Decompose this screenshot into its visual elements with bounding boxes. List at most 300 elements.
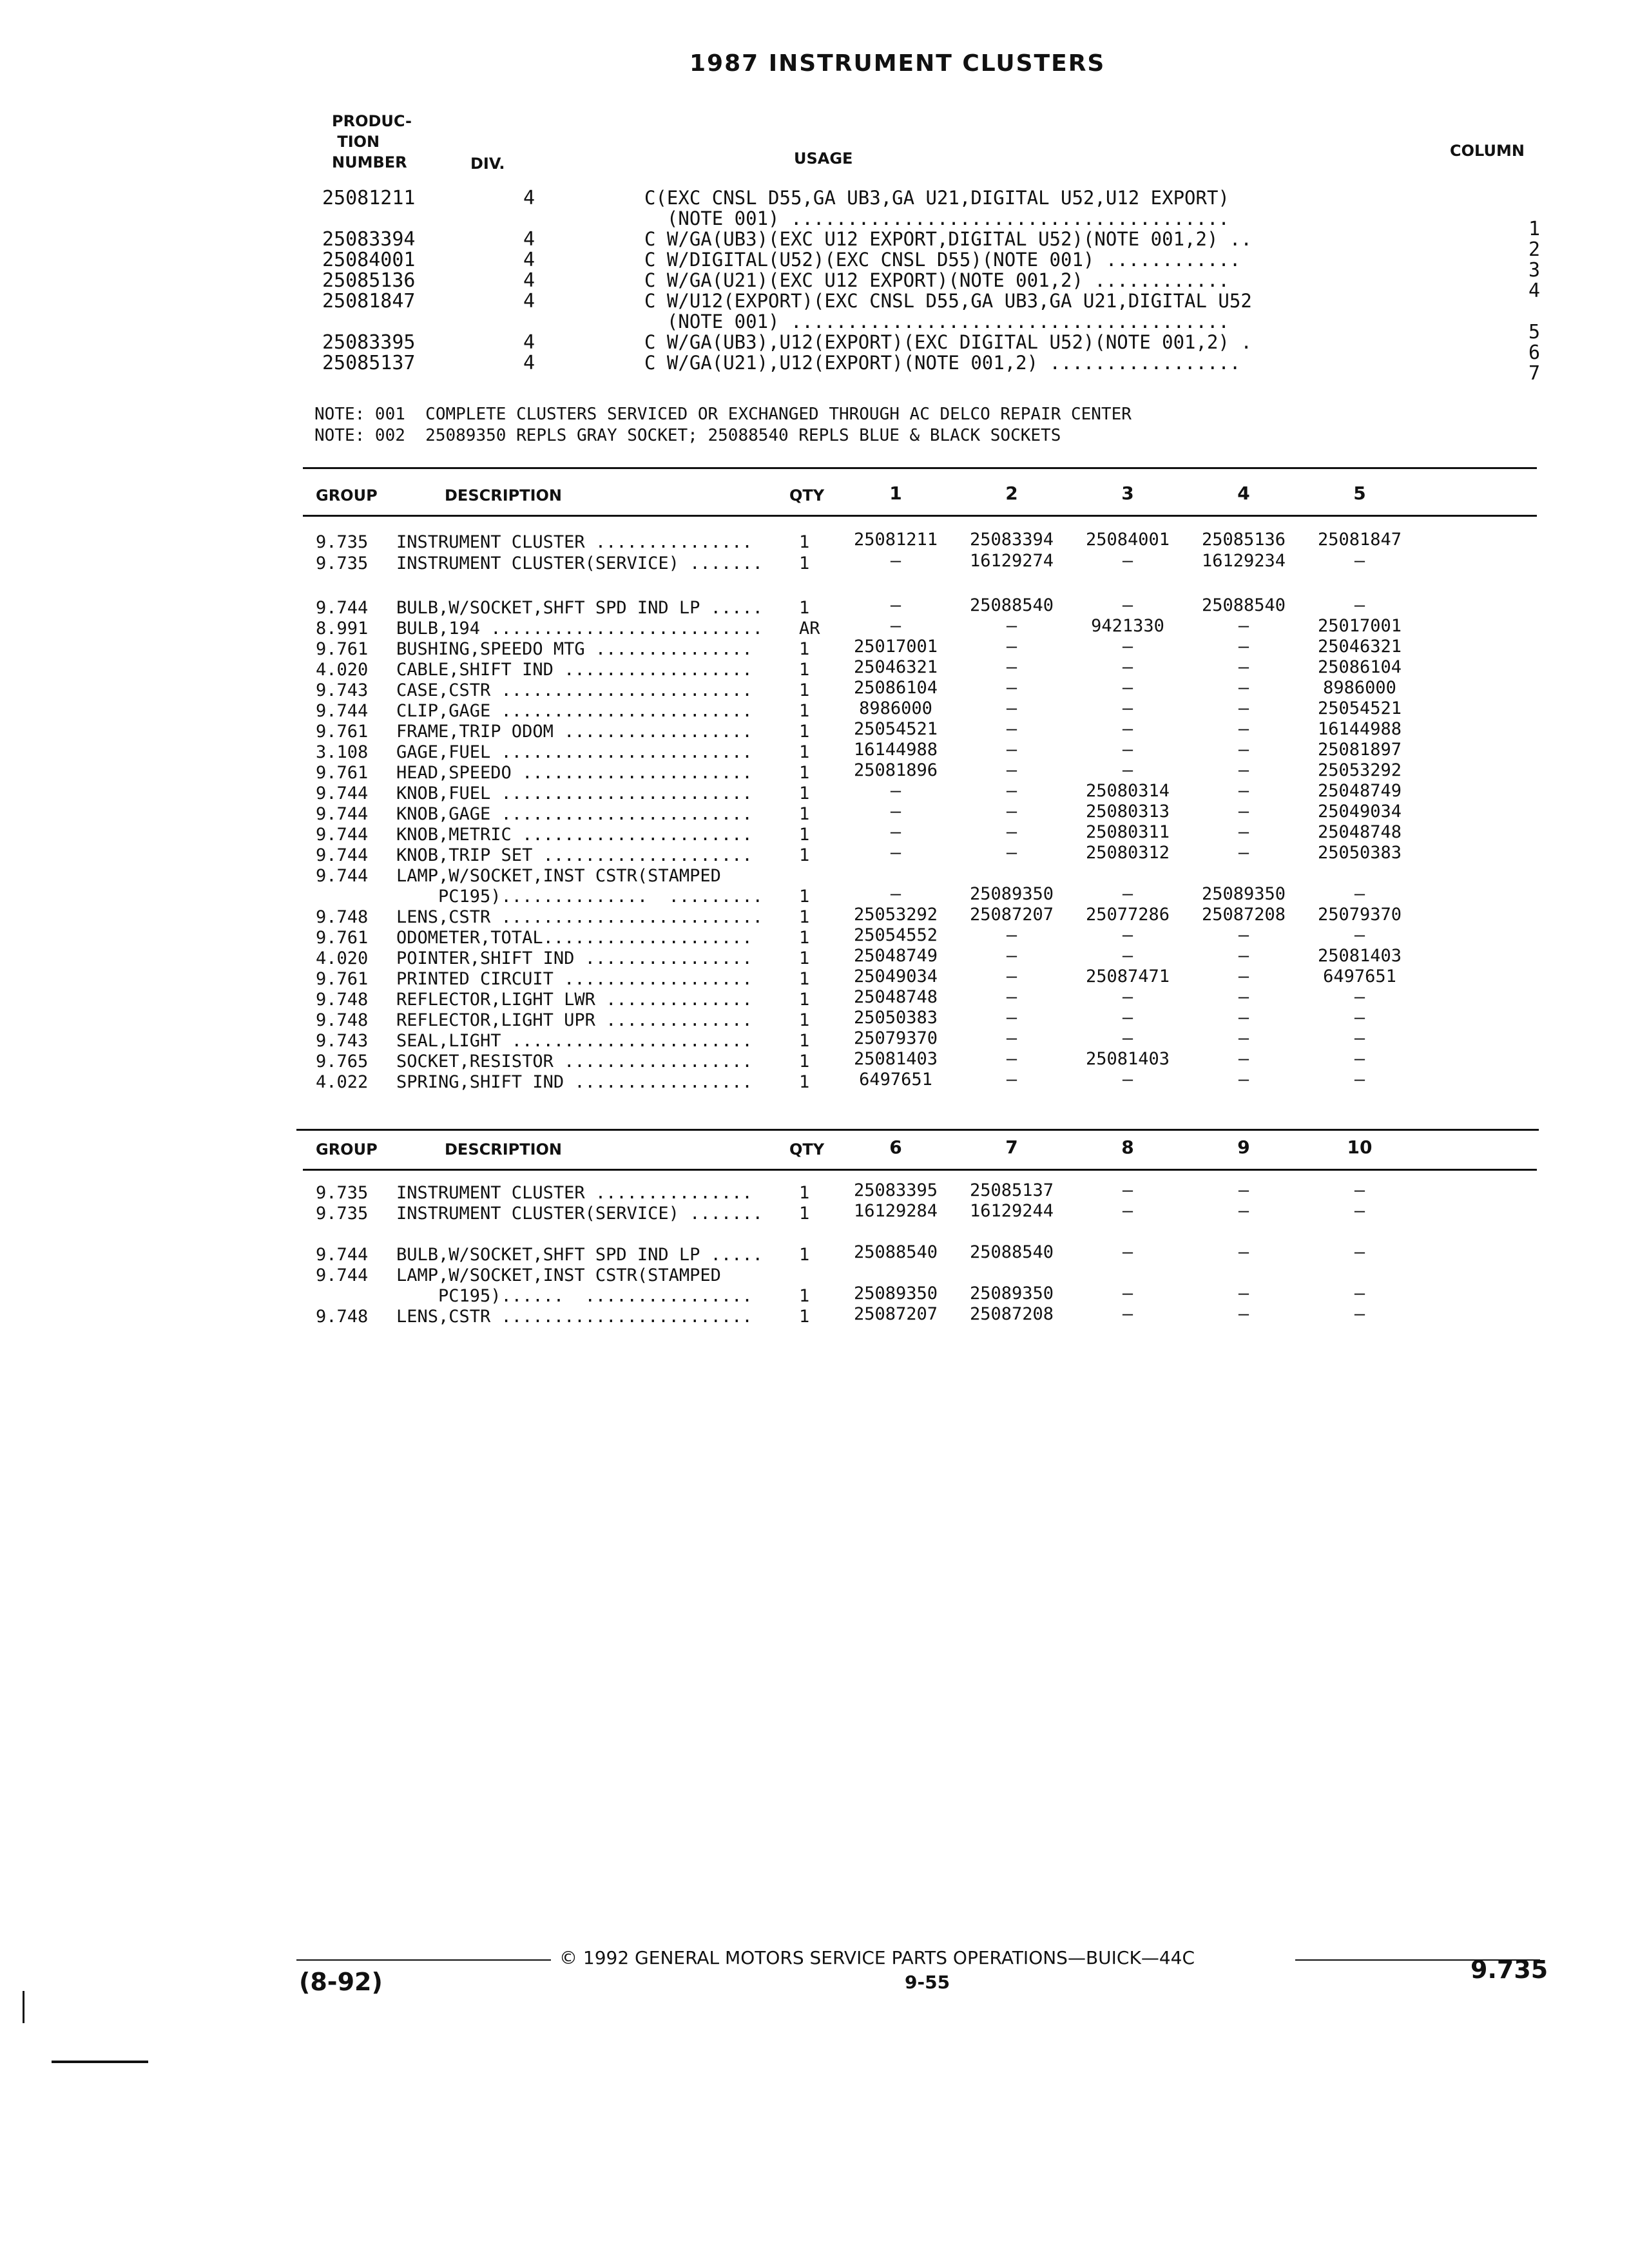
quantity: AR [799, 619, 820, 639]
division: 4 [523, 331, 535, 354]
part-number-cell: — [890, 551, 901, 571]
part-description: BULB,W/SOCKET,SHFT SPD IND LP ..... [396, 598, 763, 618]
footer-copyright: © 1992 GENERAL MOTORS SERVICE PARTS OPERATIONS—BUICK—44C [559, 1947, 1195, 1968]
usage-text: C W/U12(EXPORT)(EXC CNSL D55,GA UB3,GA U21,DIGITAL U52 [644, 290, 1252, 312]
part-number-cell: — [1006, 1049, 1017, 1069]
part-number-cell: 25048749 [853, 946, 938, 966]
quantity: 1 [799, 1072, 810, 1092]
note-001: NOTE: 001 COMPLETE CLUSTERS SERVICED OR EXCHANGED THROUGH AC DELCO REPAIR CENTER [314, 405, 1132, 424]
part-number-cell: — [1238, 1049, 1249, 1069]
quantity: 1 [799, 1010, 810, 1030]
part-number-cell: 25089350 [853, 1283, 938, 1303]
part-number-cell: 25054521 [1317, 698, 1402, 718]
quantity: 1 [799, 969, 810, 989]
part-number-cell: 25085136 [1201, 530, 1286, 550]
part-number-cell: — [1122, 1242, 1133, 1262]
part-number-cell: — [1354, 987, 1365, 1007]
part-number-cell: — [1238, 925, 1249, 945]
table2-top-rule [296, 1129, 1539, 1131]
part-number-cell: 16129274 [969, 551, 1054, 571]
part-description: SEAL,LIGHT ....................... [396, 1031, 753, 1051]
part-number-cell: — [1354, 1008, 1365, 1028]
part-number-cell: — [1238, 781, 1249, 801]
group-code: 9.744 [316, 701, 369, 721]
part-number-cell: — [1122, 1201, 1133, 1221]
group-code: 9.761 [316, 969, 369, 989]
part-number-cell: 25081897 [1317, 740, 1402, 760]
quantity: 1 [799, 948, 810, 968]
part-description: HEAD,SPEEDO ...................... [396, 763, 753, 783]
group-code: 8.991 [316, 619, 369, 639]
margin-mark-bar [23, 1991, 24, 2023]
group-code: 4.022 [316, 1072, 369, 1092]
quantity: 1 [799, 532, 810, 552]
column-header-5: 5 [1353, 483, 1366, 504]
part-number-cell: — [1006, 946, 1017, 966]
quantity: 1 [799, 1031, 810, 1051]
part-number-cell: — [890, 843, 901, 863]
table1-header-rule [303, 515, 1537, 517]
part-number-cell: — [1006, 802, 1017, 822]
part-number-cell: 25080312 [1085, 843, 1170, 863]
description-header: DESCRIPTION [445, 1140, 563, 1158]
usage-text: C W/GA(UB3)(EXC U12 EXPORT,DIGITAL U52)(NOTE 001,2) .. [644, 228, 1252, 250]
group-code: 9.761 [316, 722, 369, 742]
group-code: 4.020 [316, 660, 369, 680]
part-description: GAGE,FUEL ........................ [396, 742, 753, 762]
group-code: 9.748 [316, 907, 369, 927]
quantity: 1 [799, 1307, 810, 1327]
part-number-cell: — [1354, 884, 1365, 904]
part-number-cell: 25046321 [1317, 637, 1402, 657]
part-description: REFLECTOR,LIGHT LWR .............. [396, 990, 753, 1010]
group-code: 3.108 [316, 742, 369, 762]
part-number-cell: 25088540 [969, 595, 1054, 615]
part-description: SOCKET,RESISTOR .................. [396, 1052, 753, 1072]
quantity: 1 [799, 990, 810, 1010]
division: 4 [523, 249, 535, 271]
part-number-cell: 8986000 [1323, 678, 1396, 698]
part-number-cell: — [890, 884, 901, 904]
quantity: 1 [799, 1245, 810, 1265]
division: 4 [523, 228, 535, 251]
part-number-cell: — [1006, 843, 1017, 863]
part-number-cell: 25048749 [1317, 781, 1402, 801]
part-number-cell: — [1122, 719, 1133, 739]
part-number-cell: — [1122, 551, 1133, 571]
part-number-cell: 25048748 [853, 987, 938, 1007]
part-number-cell: — [1122, 1008, 1133, 1028]
part-number-cell: — [1238, 698, 1249, 718]
part-number-cell: 25086104 [1317, 657, 1402, 677]
part-number-cell: — [1238, 1201, 1249, 1221]
part-description: PRINTED CIRCUIT .................. [396, 969, 753, 989]
group-code: 9.748 [316, 1307, 369, 1327]
part-number-cell: 25081403 [853, 1049, 938, 1069]
part-number-cell: — [1006, 781, 1017, 801]
part-number-cell: — [1238, 740, 1249, 760]
part-description: KNOB,FUEL ........................ [396, 783, 753, 803]
part-description: CABLE,SHIFT IND .................. [396, 660, 753, 680]
part-number-cell: — [1354, 595, 1365, 615]
part-number-cell: 25089350 [1201, 884, 1286, 904]
part-number-cell: — [1122, 1180, 1133, 1200]
quantity: 1 [799, 680, 810, 700]
part-number-cell: — [1238, 1070, 1249, 1090]
part-number-cell: — [1122, 987, 1133, 1007]
part-number-cell: 25017001 [1317, 616, 1402, 636]
division: 4 [523, 290, 535, 312]
part-number-cell: 25088540 [969, 1242, 1054, 1262]
part-number-cell: — [1122, 1304, 1133, 1324]
footer-page-number: 9-55 [905, 1972, 950, 1993]
part-number-cell: 25084001 [1085, 530, 1170, 550]
quantity: 1 [799, 825, 810, 845]
group-code: 9.744 [316, 1245, 369, 1265]
part-number-cell: — [1238, 1304, 1249, 1324]
part-number-cell: — [1006, 987, 1017, 1007]
usage-text: C W/GA(UB3),U12(EXPORT)(EXC DIGITAL U52)(NOTE 001,2) . [644, 331, 1252, 353]
part-number-cell: — [1354, 1070, 1365, 1090]
qty-header: QTY [789, 1140, 825, 1158]
part-description: CASE,CSTR ........................ [396, 680, 753, 700]
production-number: 25083395 [322, 331, 416, 354]
part-description: KNOB,GAGE ........................ [396, 804, 753, 824]
part-number-cell: — [1122, 946, 1133, 966]
part-number-cell: 25088540 [853, 1242, 938, 1262]
part-number-cell: — [1122, 595, 1133, 615]
quantity: 1 [799, 660, 810, 680]
part-number-cell: — [1122, 678, 1133, 698]
part-number-cell: 25088540 [1201, 595, 1286, 615]
part-description: SPRING,SHIFT IND ................. [396, 1072, 753, 1092]
quantity: 1 [799, 742, 810, 762]
division: 4 [523, 269, 535, 292]
part-number-cell: 25077286 [1085, 905, 1170, 925]
part-number-cell: — [1006, 698, 1017, 718]
part-description: PC195).............. ......... [396, 887, 763, 907]
part-number-cell: 25050383 [1317, 843, 1402, 863]
part-number-cell: — [1122, 740, 1133, 760]
part-number-cell: 25080313 [1085, 802, 1170, 822]
note-002: NOTE: 002 25089350 REPLS GRAY SOCKET; 25088540 REPLS BLUE & BLACK SOCKETS [314, 426, 1061, 445]
part-number-cell: — [1238, 987, 1249, 1007]
part-number-cell: 16129234 [1201, 551, 1286, 571]
quantity: 1 [799, 1204, 810, 1224]
quantity: 1 [799, 887, 810, 907]
column-header-3: 3 [1121, 483, 1134, 504]
column-header-1: 1 [889, 483, 902, 504]
column-header-6: 6 [889, 1137, 902, 1158]
part-number-cell: 25087207 [853, 1304, 938, 1324]
part-number-cell: — [1238, 637, 1249, 657]
part-number-cell: — [1238, 822, 1249, 842]
group-code: 9.735 [316, 553, 369, 573]
part-number-cell: — [1238, 1028, 1249, 1048]
part-number-cell: — [1122, 1283, 1133, 1303]
column-number: 1 [1528, 218, 1541, 240]
part-number-cell: 25050383 [853, 1008, 938, 1028]
production-number: 25083394 [322, 228, 416, 251]
group-header: GROUP [316, 1140, 378, 1158]
footer-section-number: 9.735 [1470, 1956, 1548, 1984]
part-description: BULB,W/SOCKET,SHFT SPD IND LP ..... [396, 1245, 763, 1265]
column-header: COLUMN [1450, 142, 1525, 160]
part-description: BUSHING,SPEEDO MTG ............... [396, 639, 753, 659]
group-code: 4.020 [316, 948, 369, 968]
description-header: DESCRIPTION [445, 486, 563, 505]
part-number-cell: — [1354, 1180, 1365, 1200]
part-description: INSTRUMENT CLUSTER(SERVICE) ....... [396, 553, 763, 573]
production-number: 25081847 [322, 290, 416, 312]
quantity: 1 [799, 845, 810, 865]
division: 4 [523, 187, 535, 209]
part-description: LAMP,W/SOCKET,INST CSTR(STAMPED [396, 1265, 721, 1285]
part-number-cell: — [1122, 657, 1133, 677]
production-number: 25081211 [322, 187, 416, 209]
column-number: 7 [1528, 362, 1541, 385]
part-number-cell: — [890, 616, 901, 636]
part-description: REFLECTOR,LIGHT UPR .............. [396, 1010, 753, 1030]
part-number-cell: — [1006, 1008, 1017, 1028]
quantity: 1 [799, 804, 810, 824]
part-description: PC195)...... ................ [396, 1286, 753, 1306]
usage-header: USAGE [794, 149, 853, 168]
margin-mark-dash [52, 2061, 148, 2063]
column-header-7: 7 [1005, 1137, 1018, 1158]
part-number-cell: — [1006, 678, 1017, 698]
group-code: 9.744 [316, 783, 369, 803]
part-number-cell: — [1122, 698, 1133, 718]
part-number-cell: — [1354, 1242, 1365, 1262]
part-number-cell: 25087207 [969, 905, 1054, 925]
part-number-cell: 25089350 [969, 884, 1054, 904]
part-number-cell: 25081211 [853, 530, 938, 550]
production-number-header: PRODUC- TION NUMBER [332, 112, 412, 171]
quantity: 1 [799, 598, 810, 618]
group-code: 9.744 [316, 845, 369, 865]
usage-text: C W/GA(U21),U12(EXPORT)(NOTE 001,2) ................. [644, 352, 1241, 374]
column-header-10: 10 [1347, 1137, 1373, 1158]
division: 4 [523, 352, 535, 374]
part-number-cell: — [1006, 719, 1017, 739]
part-number-cell: 25087208 [1201, 905, 1286, 925]
production-number: 25085137 [322, 352, 416, 374]
part-description: INSTRUMENT CLUSTER ............... [396, 1183, 753, 1203]
part-description: INSTRUMENT CLUSTER ............... [396, 532, 753, 552]
part-number-cell: 25080311 [1085, 822, 1170, 842]
part-number-cell: — [1354, 1028, 1365, 1048]
column-header-4: 4 [1237, 483, 1250, 504]
part-number-cell: 16129284 [853, 1201, 938, 1221]
part-number-cell: 25081847 [1317, 530, 1402, 550]
part-number-cell: 25087471 [1085, 966, 1170, 986]
part-description: INSTRUMENT CLUSTER(SERVICE) ....... [396, 1204, 763, 1224]
part-number-cell: 25080314 [1085, 781, 1170, 801]
part-number-cell: — [1238, 616, 1249, 636]
part-description: FRAME,TRIP ODOM .................. [396, 722, 753, 742]
part-description: LENS,CSTR ......................... [396, 907, 763, 927]
part-number-cell: — [1006, 740, 1017, 760]
quantity: 1 [799, 1286, 810, 1306]
part-number-cell: 25086104 [853, 678, 938, 698]
part-number-cell: — [1238, 966, 1249, 986]
part-number-cell: — [1006, 822, 1017, 842]
usage-text: (NOTE 001) ....................................... [644, 207, 1229, 229]
column-number: 4 [1528, 280, 1541, 302]
footer-rule-left [296, 1959, 551, 1961]
group-code: 9.744 [316, 598, 369, 618]
part-description: BULB,194 .......................... [396, 619, 763, 639]
part-number-cell: — [1238, 843, 1249, 863]
part-number-cell: 25081896 [853, 760, 938, 780]
part-number-cell: — [1006, 616, 1017, 636]
part-number-cell: 25048748 [1317, 822, 1402, 842]
quantity: 1 [799, 783, 810, 803]
part-number-cell: — [1122, 760, 1133, 780]
part-number-cell: — [1238, 946, 1249, 966]
part-number-cell: — [1354, 1049, 1365, 1069]
part-number-cell: — [890, 802, 901, 822]
part-number-cell: 25053292 [853, 905, 938, 925]
part-number-cell: — [1122, 637, 1133, 657]
part-number-cell: 6497651 [1323, 966, 1396, 986]
part-description: POINTER,SHIFT IND ................ [396, 948, 753, 968]
usage-text: C(EXC CNSL D55,GA UB3,GA U21,DIGITAL U52,U12 EXPORT) [644, 187, 1229, 209]
group-code: 9.735 [316, 1183, 369, 1203]
group-code: 9.761 [316, 928, 369, 948]
quantity: 1 [799, 1183, 810, 1203]
part-number-cell: 25085137 [969, 1180, 1054, 1200]
footer-date: (8-92) [299, 1968, 383, 1996]
part-number-cell: — [1006, 966, 1017, 986]
group-code: 9.761 [316, 639, 369, 659]
quantity: 1 [799, 928, 810, 948]
column-number: 6 [1528, 341, 1541, 364]
part-number-cell: 25049034 [853, 966, 938, 986]
column-header-2: 2 [1005, 483, 1018, 504]
part-number-cell: — [890, 595, 901, 615]
part-number-cell: — [1006, 925, 1017, 945]
column-number: 3 [1528, 259, 1541, 282]
part-number-cell: 25054552 [853, 925, 938, 945]
part-number-cell: 16144988 [853, 740, 938, 760]
group-code: 9.735 [316, 532, 369, 552]
part-number-cell: 25087208 [969, 1304, 1054, 1324]
part-number-cell: — [1238, 802, 1249, 822]
part-number-cell: — [1354, 1304, 1365, 1324]
part-number-cell: 9421330 [1091, 616, 1164, 636]
part-number-cell: 25081403 [1085, 1049, 1170, 1069]
part-number-cell: — [1122, 925, 1133, 945]
qty-header: QTY [789, 486, 825, 505]
quantity: 1 [799, 722, 810, 742]
part-number-cell: 16144988 [1317, 719, 1402, 739]
part-number-cell: — [1354, 925, 1365, 945]
part-number-cell: — [1238, 719, 1249, 739]
part-number-cell: — [1006, 1028, 1017, 1048]
usage-text: C W/DIGITAL(U52)(EXC CNSL D55)(NOTE 001) ............ [644, 249, 1241, 271]
part-number-cell: — [1238, 678, 1249, 698]
column-number: 5 [1528, 321, 1541, 343]
group-header: GROUP [316, 486, 378, 505]
quantity: 1 [799, 639, 810, 659]
column-number: 2 [1528, 238, 1541, 261]
part-number-cell: — [1238, 1008, 1249, 1028]
part-number-cell: 25049034 [1317, 802, 1402, 822]
column-header-8: 8 [1121, 1137, 1134, 1158]
part-number-cell: 25017001 [853, 637, 938, 657]
table2-header-rule [303, 1169, 1537, 1171]
part-number-cell: 25054521 [853, 719, 938, 739]
part-number-cell: — [1238, 1180, 1249, 1200]
part-number-cell: — [1006, 760, 1017, 780]
part-number-cell: — [1238, 760, 1249, 780]
page-title: 1987 INSTRUMENT CLUSTERS [689, 50, 1106, 77]
part-number-cell: 8986000 [859, 698, 932, 718]
quantity: 1 [799, 553, 810, 573]
production-number: 25085136 [322, 269, 416, 292]
column-header-9: 9 [1237, 1137, 1250, 1158]
group-code: 9.744 [316, 825, 369, 845]
group-code: 9.743 [316, 680, 369, 700]
part-number-cell: 25046321 [853, 657, 938, 677]
part-number-cell: — [1238, 1283, 1249, 1303]
part-number-cell: 25079370 [853, 1028, 938, 1048]
quantity: 1 [799, 763, 810, 783]
part-number-cell: — [1354, 1283, 1365, 1303]
group-code: 9.761 [316, 763, 369, 783]
part-number-cell: — [1238, 1242, 1249, 1262]
group-code: 9.743 [316, 1031, 369, 1051]
part-number-cell: — [1122, 1070, 1133, 1090]
part-number-cell: 25083394 [969, 530, 1054, 550]
quantity: 1 [799, 1052, 810, 1072]
part-description: KNOB,TRIP SET .................... [396, 845, 753, 865]
usage-text: C W/GA(U21)(EXC U12 EXPORT)(NOTE 001,2) ............ [644, 269, 1229, 291]
group-code: 9.744 [316, 866, 369, 886]
production-number: 25084001 [322, 249, 416, 271]
part-description: KNOB,METRIC ...................... [396, 825, 753, 845]
part-number-cell: — [1354, 1201, 1365, 1221]
part-description: ODOMETER,TOTAL.................... [396, 928, 753, 948]
quantity: 1 [799, 701, 810, 721]
group-code: 9.748 [316, 990, 369, 1010]
part-number-cell: — [890, 822, 901, 842]
part-number-cell: 6497651 [859, 1070, 932, 1090]
table1-top-rule [303, 467, 1537, 469]
part-number-cell: 25089350 [969, 1283, 1054, 1303]
part-number-cell: 25079370 [1317, 905, 1402, 925]
part-number-cell: — [1006, 1070, 1017, 1090]
part-number-cell: — [1238, 657, 1249, 677]
part-number-cell: 16129244 [969, 1201, 1054, 1221]
part-number-cell: 25053292 [1317, 760, 1402, 780]
quantity: 1 [799, 907, 810, 927]
group-code: 9.748 [316, 1010, 369, 1030]
part-number-cell: — [890, 781, 901, 801]
part-description: LENS,CSTR ........................ [396, 1307, 753, 1327]
part-number-cell: — [1122, 1028, 1133, 1048]
part-number-cell: — [1006, 637, 1017, 657]
group-code: 9.744 [316, 804, 369, 824]
part-number-cell: — [1354, 551, 1365, 571]
group-code: 9.735 [316, 1204, 369, 1224]
usage-text: (NOTE 001) ....................................... [644, 311, 1229, 332]
part-number-cell: 25081403 [1317, 946, 1402, 966]
part-description: LAMP,W/SOCKET,INST CSTR(STAMPED [396, 866, 721, 886]
div-header: DIV. [470, 155, 505, 173]
